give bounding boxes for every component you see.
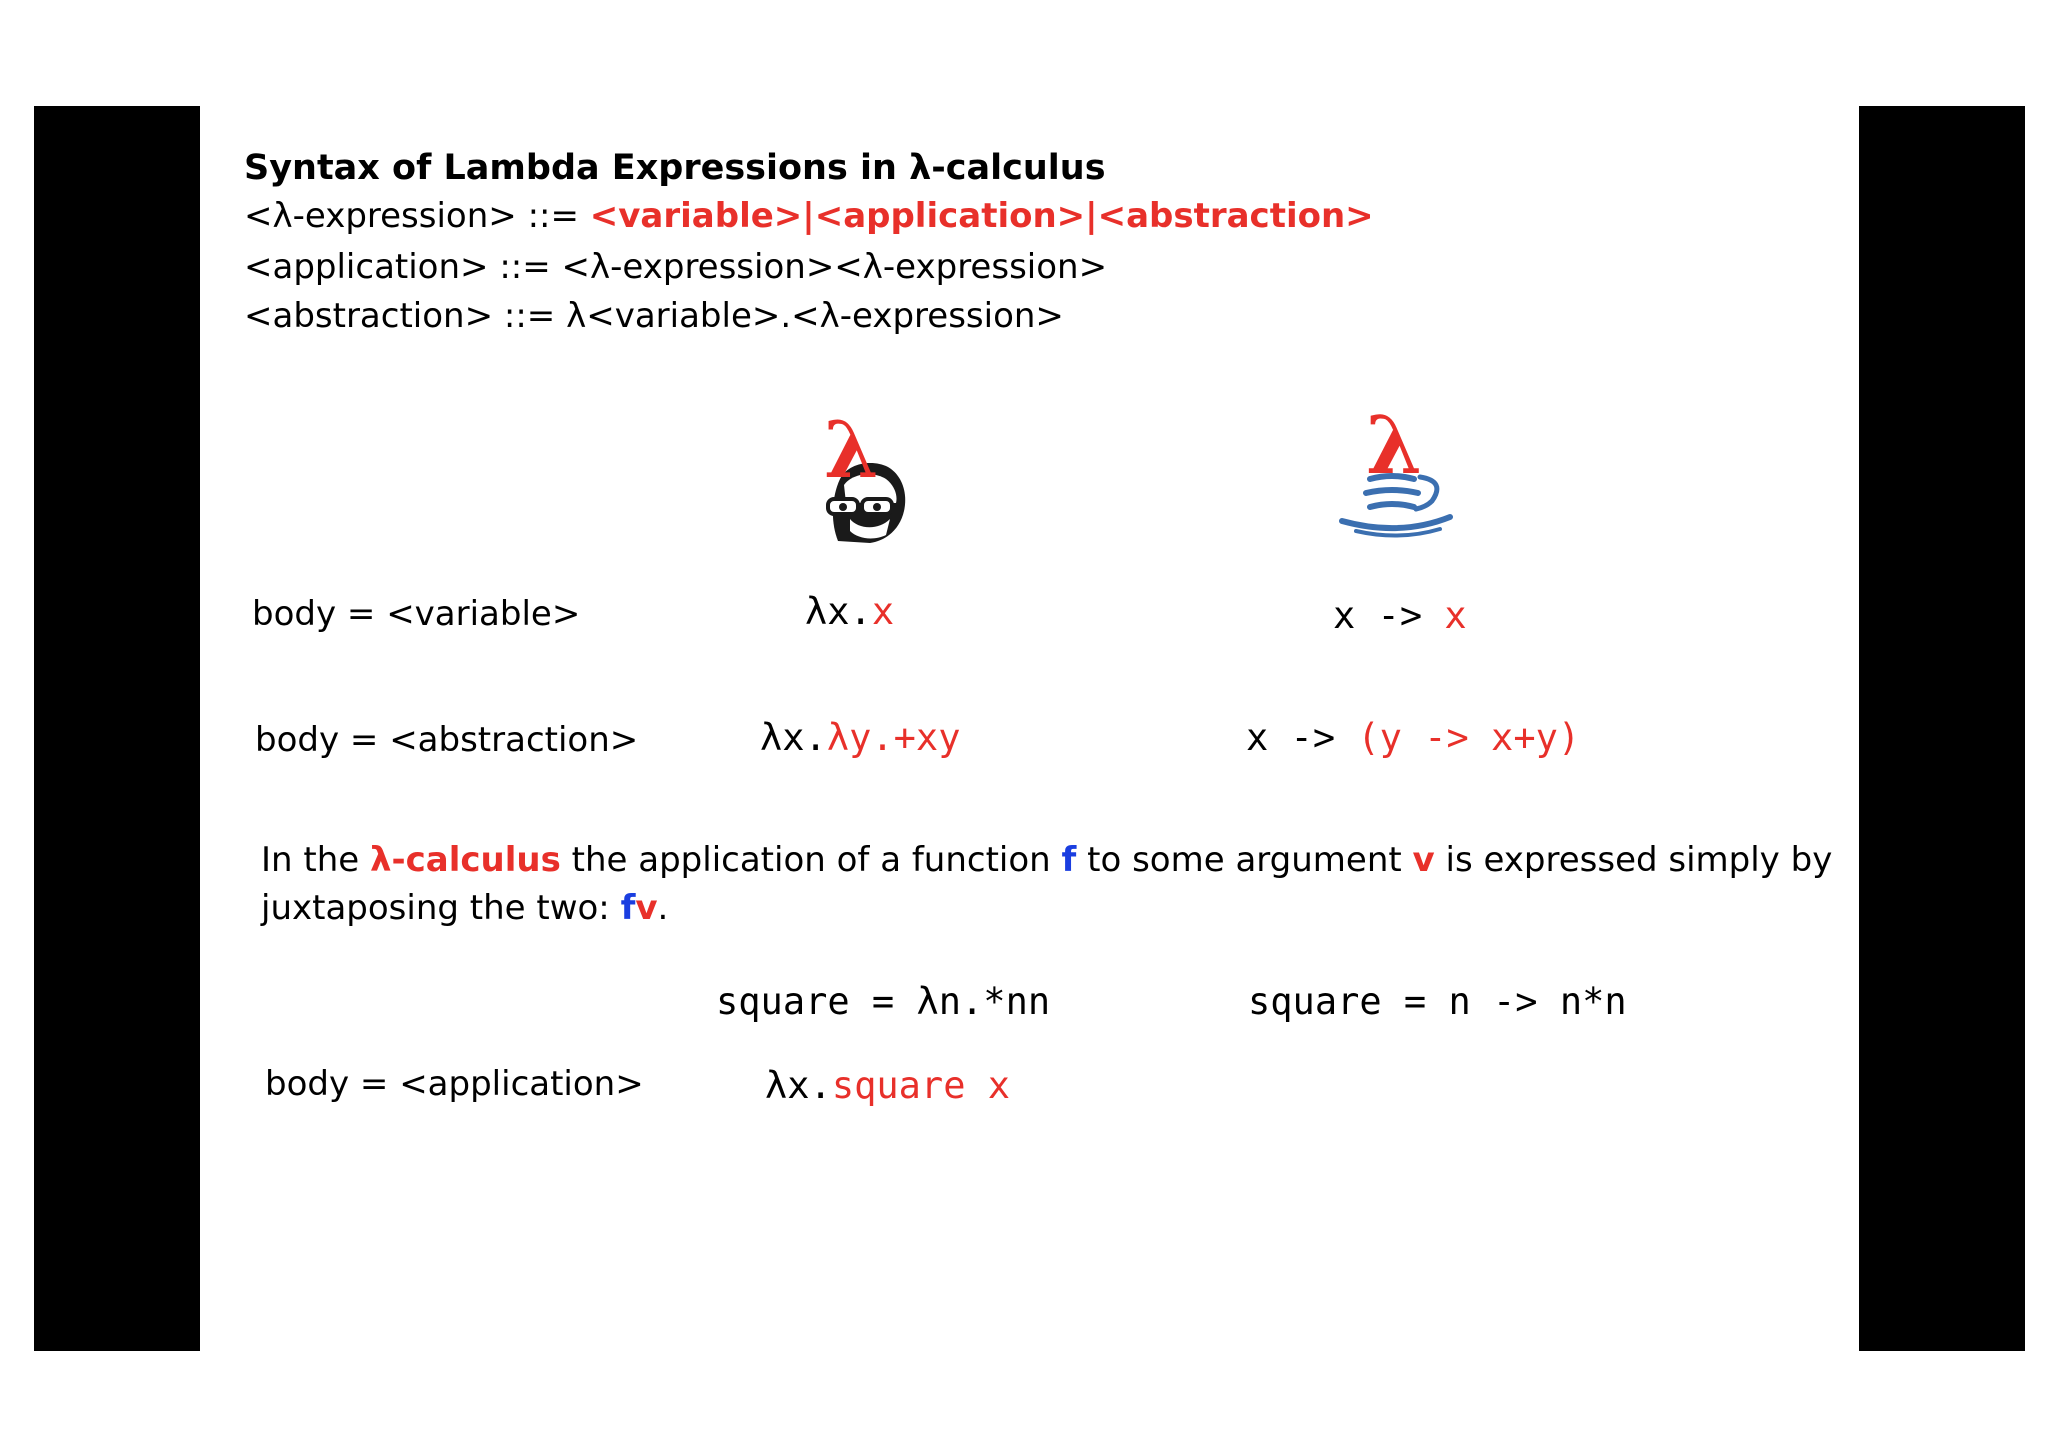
paragraph-text: In the	[261, 840, 370, 880]
row-variable-lambda-red: x	[871, 590, 895, 633]
slide-title: Syntax of Lambda Expressions in λ-calculus	[244, 148, 1106, 188]
grammar-rule-abstraction: <abstraction> ::= λ<variable>.<λ-expression>	[244, 296, 1064, 336]
row-variable-lambda-black: λx.	[805, 590, 872, 633]
row-application-lambda	[765, 1064, 1010, 1107]
row-abstraction-lambda-black: λx.	[760, 716, 827, 759]
paragraph-v: v	[635, 888, 658, 928]
slide	[200, 106, 1859, 1351]
rule-lhs: <λ-expression> ::=	[244, 196, 590, 236]
row-abstraction-java-black: x ->	[1246, 716, 1358, 759]
row-variable-java	[1333, 594, 1467, 637]
paragraph-text: the application of a function	[560, 840, 1062, 880]
paragraph-text: .	[657, 888, 669, 928]
row-abstraction-label: body = <abstraction>	[255, 720, 639, 760]
row-abstraction-lambda-red: λy.+xy	[826, 716, 961, 759]
row-variable-java-black: x ->	[1333, 594, 1445, 637]
left-black-bar	[34, 106, 200, 1351]
row-abstraction-java-red: (y -> x+y)	[1357, 716, 1581, 759]
row-variable-java-red: x	[1444, 594, 1467, 637]
paragraph-v: v	[1412, 840, 1435, 880]
java-lambda-glyph: λ	[1366, 401, 1423, 492]
paragraph-text: juxtaposing the two:	[261, 888, 621, 928]
paragraph-f: f	[620, 888, 636, 928]
paragraph-f: f	[1061, 840, 1077, 880]
row-application-label: body = <application>	[265, 1064, 644, 1104]
square-java-definition: square = n -> n*n	[1248, 980, 1627, 1023]
paragraph-text: to some argument	[1076, 840, 1413, 880]
row-application-lambda-red: square x	[831, 1064, 1011, 1107]
row-application-lambda-black: λx.	[765, 1064, 832, 1107]
row-abstraction-lambda	[760, 716, 960, 759]
church-lambda-logo-icon	[800, 401, 920, 546]
grammar-rule-application: <application> ::= <λ-expression><λ-expression>	[244, 247, 1108, 287]
right-black-bar	[1859, 106, 2025, 1351]
paragraph-line-2	[261, 888, 668, 928]
grammar-rule-expression	[244, 196, 1374, 236]
row-variable-label: body = <variable>	[252, 594, 581, 634]
row-abstraction-java	[1246, 716, 1580, 759]
row-variable-lambda	[805, 590, 894, 633]
rule-rhs: <variable>|<application>|<abstraction>	[589, 196, 1374, 236]
paragraph-line-1	[261, 840, 1832, 880]
paragraph-text: is expressed simply by	[1434, 840, 1833, 880]
church-lambda-glyph: λ	[824, 405, 879, 496]
square-lambda-definition: square = λn.*nn	[716, 980, 1051, 1023]
java-lambda-logo-icon	[1330, 401, 1470, 546]
paragraph-lambda-calculus: λ-calculus	[370, 840, 561, 880]
